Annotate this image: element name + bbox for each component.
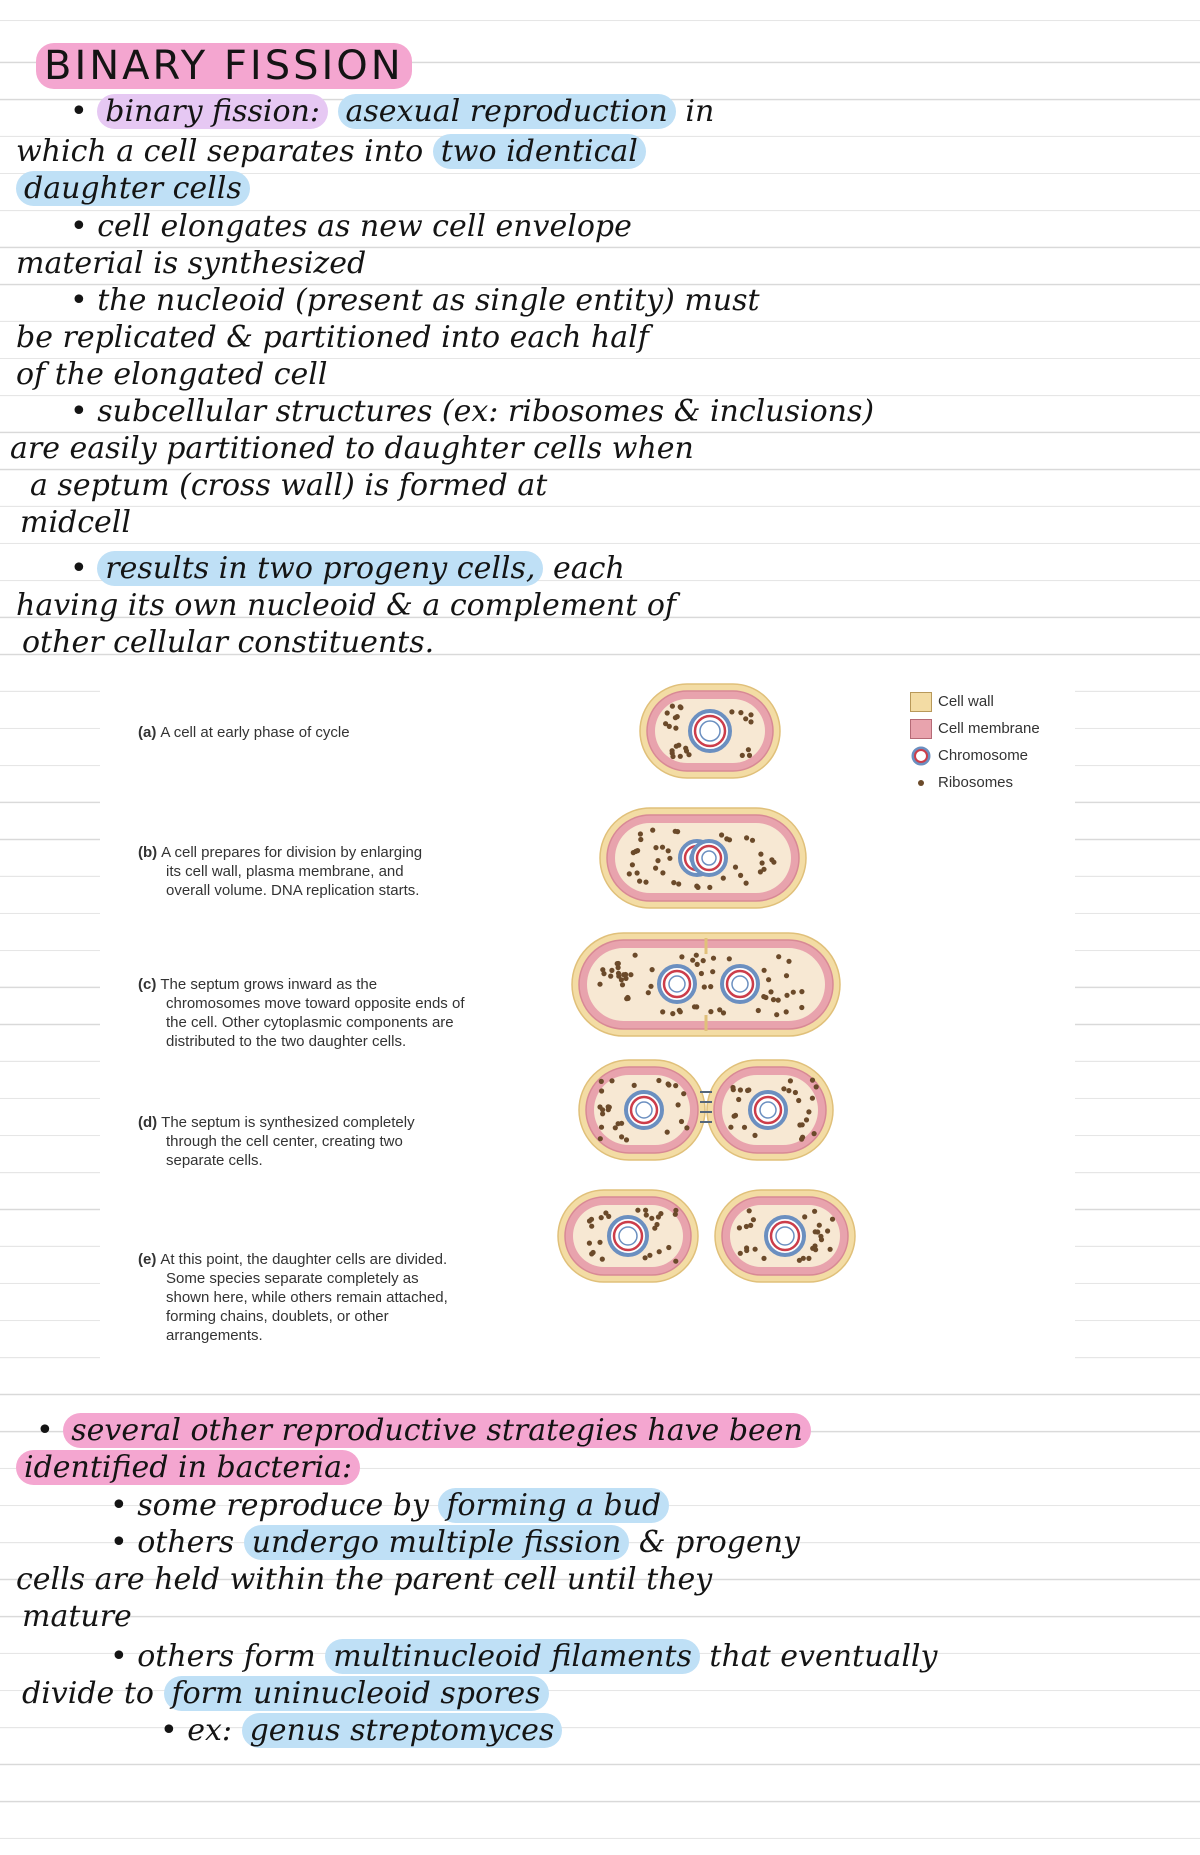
stage-e-right-ribosome xyxy=(747,1208,752,1213)
stage-c-ribosome xyxy=(670,1011,675,1016)
stage-c-ribosome xyxy=(625,995,630,1000)
stage-d-right-ribosome xyxy=(742,1125,747,1130)
stage-e-right-ribosome xyxy=(830,1217,835,1222)
stage-d-left-ribosome xyxy=(598,1136,603,1141)
stage-e-right-ribosome xyxy=(751,1217,756,1222)
stage-e-right-ribosome xyxy=(806,1256,811,1261)
stage-c-ribosome xyxy=(695,962,700,967)
stage-d-right-ribosome xyxy=(732,1114,737,1119)
stage-e-right-ribosome xyxy=(812,1209,817,1214)
bullet-3-line-2: are easily partitioned to daughter cells when xyxy=(10,431,694,466)
stage-d-left-ribosome xyxy=(673,1083,678,1088)
stage-b-ribosome xyxy=(744,881,749,886)
stage-b-label: (b) A cell prepares for division by enlarging its cell wall, plasma membrane, and overall volume. DNA replication starts. xyxy=(138,844,423,899)
stage-b-ribosome xyxy=(638,837,643,842)
strategies-line-1: • several other reproductive strategies have been xyxy=(36,1412,811,1449)
stage-d-left-ribosome xyxy=(619,1134,624,1139)
definition-line-1: • binary fission: asexual reproduction in xyxy=(70,94,715,129)
stage-b-ribosome xyxy=(643,880,648,885)
stage-e-left-ribosome xyxy=(658,1211,663,1216)
stage-d-label: (d) The septum is synthesized completely through the cell center, creating two separate cells. xyxy=(138,1114,415,1169)
stage-e-left-ribosome xyxy=(657,1249,662,1254)
stage-c-ribosome xyxy=(799,1005,804,1010)
stage-c-ribosome xyxy=(608,974,613,979)
stage-b-ribosome xyxy=(760,860,765,865)
cell-membrane-swatch xyxy=(910,719,932,739)
strategy-1: • some reproduce by forming a bud xyxy=(110,1487,669,1524)
stage-e-right-ribosome xyxy=(738,1251,743,1256)
stage-e-right-ribosome xyxy=(817,1223,822,1228)
stage-d-left-ribosome xyxy=(684,1125,689,1130)
stage-a-ribosome xyxy=(678,754,683,759)
strategies-highlight-2: identified in bacteria: xyxy=(16,1450,360,1485)
page-title: BINARY FISSION xyxy=(36,48,412,85)
stage-b-ribosome xyxy=(676,881,681,886)
stage-b-ribosome xyxy=(637,879,642,884)
stage-e-left-ribosome xyxy=(600,1257,605,1262)
stage-e-label: (e) At this point, the daughter cells are divided. Some species separate completely as shown here, while others remain attached, forming chains, doublets, or other arrangements. xyxy=(138,1251,448,1344)
stage-e-left-ribosome xyxy=(589,1224,594,1229)
stage-e-left-ribosome xyxy=(666,1245,671,1250)
stage-a-ribosome xyxy=(670,754,675,759)
stage-c-ribosome xyxy=(702,984,707,989)
stage-b-ribosome xyxy=(671,880,676,885)
stage-a-ribosome xyxy=(663,721,668,726)
stage-e-right-ribosome xyxy=(761,1256,766,1261)
stage-e-right-ribosome xyxy=(801,1256,806,1261)
spores-highlight: form uninucleoid spores xyxy=(164,1676,549,1711)
stage-b-ribosome xyxy=(631,850,636,855)
stage-d-right-ribosome xyxy=(804,1117,809,1122)
binary-fission-figure xyxy=(100,680,1075,1370)
stage-d-left-ribosome xyxy=(600,1111,605,1116)
stage-e-right-ribosome xyxy=(737,1225,742,1230)
stage-c-ribosome xyxy=(761,994,766,999)
example-line: • ex: genus streptomyces xyxy=(160,1712,562,1749)
stage-e-left-ribosome xyxy=(597,1240,602,1245)
stage-e-right-ribosome xyxy=(810,1246,815,1251)
filaments-highlight: multinucleoid filaments xyxy=(325,1639,700,1674)
stage-d-right-ribosome xyxy=(800,1122,805,1127)
stage-e-left-ribosome xyxy=(643,1208,648,1213)
stage-d-left-ribosome xyxy=(606,1107,611,1112)
stage-c-label: (c) The septum grows inward as the chromosomes move toward opposite ends of the cell. Other cytoplasmic components are distributed to the two daughter cells. xyxy=(138,976,465,1050)
stage-d-left-ribosome xyxy=(656,1078,661,1083)
stage-b-ribosome xyxy=(758,852,763,857)
stage-b-ribosome xyxy=(750,838,755,843)
stage-e-right-ribosome xyxy=(815,1229,820,1234)
stage-b-ribosome xyxy=(653,866,658,871)
stage-c-ribosome xyxy=(786,959,791,964)
stage-e-right-ribosome xyxy=(802,1214,807,1219)
stage-e-left-ribosome xyxy=(649,1216,654,1221)
stage-b-ribosome xyxy=(635,870,640,875)
stage-d-right-ribosome xyxy=(814,1084,819,1089)
stage-c-ribosome xyxy=(633,953,638,958)
stage-e-right-ribosome xyxy=(753,1247,758,1252)
stage-c-ribosome xyxy=(660,1009,665,1014)
stage-e-left-ribosome xyxy=(606,1214,611,1219)
stage-e-left-ribosome xyxy=(643,1255,648,1260)
stage-b-ribosome xyxy=(667,856,672,861)
stage-a-ribosome xyxy=(738,710,743,715)
stage-c-ribosome xyxy=(711,956,716,961)
legend-chromosome: Chromosome xyxy=(910,742,1040,769)
stage-e-right-ribosome xyxy=(828,1247,833,1252)
stage-a-ribosome xyxy=(665,710,670,715)
stage-b-ribosome xyxy=(630,862,635,867)
stage-b-ribosome xyxy=(695,885,700,890)
stage-b-ribosome xyxy=(744,835,749,840)
stage-b-ribosome xyxy=(655,858,660,863)
stage-a-ribosome xyxy=(683,746,688,751)
stage-c-ribosome xyxy=(710,969,715,974)
stage-d-right-ribosome xyxy=(781,1086,786,1091)
stage-c-ribosome xyxy=(679,954,684,959)
bullet-3-line-1: • subcellular structures (ex: ribosomes & inclusions) xyxy=(70,394,875,429)
stage-c-ribosome xyxy=(776,998,781,1003)
cell-wall-swatch xyxy=(910,692,932,712)
stage-c-ribosome xyxy=(768,989,773,994)
stage-b-ribosome xyxy=(675,829,680,834)
stage-c-ribosome xyxy=(648,984,653,989)
stage-d-left-ribosome xyxy=(676,1102,681,1107)
stage-e-left-ribosome xyxy=(647,1253,652,1258)
stage-c-ribosome xyxy=(708,984,713,989)
strategy-3-line-1: • others form multinucleoid filaments that eventually xyxy=(110,1639,938,1674)
bullet-1-line-1: • cell elongates as new cell envelope xyxy=(70,209,632,244)
stage-e-left-ribosome xyxy=(591,1250,596,1255)
stage-e-left-ribosome xyxy=(587,1241,592,1246)
stage-c-ribosome xyxy=(774,1012,779,1017)
stage-d-left-ribosome xyxy=(613,1125,618,1130)
strategies-highlight-1: several other reproductive strategies have been xyxy=(63,1413,811,1448)
stage-b-ribosome xyxy=(721,876,726,881)
strategy-2-line-1: • others undergo multiple fission & progeny xyxy=(110,1525,800,1560)
definition-line-3 xyxy=(16,170,250,207)
stage-d-left-ribosome xyxy=(679,1119,684,1124)
stage-c-ribosome xyxy=(701,958,706,963)
bullet-4-line-3: other cellular constituents. xyxy=(22,625,435,660)
stage-d-left-ribosome xyxy=(599,1079,604,1084)
stage-c-ribosome xyxy=(694,1004,699,1009)
stage-b-ribosome xyxy=(653,845,658,850)
stage-b-ribosome xyxy=(660,845,665,850)
stage-c-ribosome xyxy=(766,977,771,982)
stage-c-ribosome xyxy=(690,958,695,963)
stage-d-left-ribosome xyxy=(681,1091,686,1096)
stage-e-left-ribosome xyxy=(599,1215,604,1220)
strategy-2-line-3: mature xyxy=(22,1599,132,1634)
stage-d-right-ribosome xyxy=(788,1078,793,1083)
stage-b-ribosome xyxy=(660,870,665,875)
stage-e-right-ribosome xyxy=(744,1248,749,1253)
stage-d-left-ribosome xyxy=(666,1082,671,1087)
stage-d-right-ribosome xyxy=(728,1125,733,1130)
bullet-3-line-3: a septum (cross wall) is formed at xyxy=(30,468,548,503)
stage-a-ribosome xyxy=(740,753,745,758)
stage-d-right-ribosome xyxy=(736,1097,741,1102)
stage-b-ribosome xyxy=(627,871,632,876)
bullet-1-line-2: material is synthesized xyxy=(16,246,367,281)
stage-e-left-ribosome xyxy=(635,1208,640,1213)
figure-legend xyxy=(910,688,1040,796)
stage-b-ribosome xyxy=(638,831,643,836)
term-highlight: binary fission: xyxy=(97,94,328,129)
stage-e-left-ribosome xyxy=(652,1226,657,1231)
bullet-3-line-4: midcell xyxy=(20,505,131,540)
stage-c-ribosome xyxy=(677,1008,682,1013)
stage-c-ribosome xyxy=(784,1009,789,1014)
stage-d-left-ribosome xyxy=(609,1078,614,1083)
stage-c-ribosome xyxy=(717,1007,722,1012)
stage-a-ribosome xyxy=(729,709,734,714)
stage-d-right-ribosome xyxy=(810,1078,815,1083)
stage-a-ribosome xyxy=(674,744,679,749)
stage-c-ribosome xyxy=(799,989,804,994)
stage-c-ribosome xyxy=(708,1009,713,1014)
bullet-2-line-2: be replicated & partitioned into each half xyxy=(16,320,649,355)
definition-line-2: which a cell separates into two identical xyxy=(16,133,646,170)
stage-c-ribosome xyxy=(620,982,625,987)
stage-d-right-ribosome xyxy=(752,1133,757,1138)
stage-a-ribosome xyxy=(747,753,752,758)
stage-b-ribosome xyxy=(738,873,743,878)
definition-highlight-1: asexual reproduction xyxy=(338,94,676,129)
stage-b-ribosome xyxy=(666,848,671,853)
stage-c-ribosome xyxy=(597,982,602,987)
stage-d-left-ribosome xyxy=(624,1137,629,1142)
stage-c-ribosome xyxy=(791,990,796,995)
stage-b-ribosome xyxy=(727,837,732,842)
stage-c-ribosome xyxy=(784,993,789,998)
stage-d-right-ribosome xyxy=(796,1098,801,1103)
stage-d-left-ribosome xyxy=(599,1125,604,1130)
stage-e-right-ribosome xyxy=(825,1228,830,1233)
stage-c-ribosome xyxy=(609,968,614,973)
bullet-4-line-2: having its own nucleoid & a complement of xyxy=(16,588,676,623)
multiple-fission-highlight: undergo multiple fission xyxy=(244,1525,630,1560)
strategy-2-line-2: cells are held within the parent cell until they xyxy=(16,1562,713,1597)
stage-d-right-ribosome xyxy=(786,1088,791,1093)
stage-c-ribosome xyxy=(694,953,699,958)
stage-c-ribosome xyxy=(784,973,789,978)
stage-d-right-ribosome xyxy=(806,1109,811,1114)
definition-highlight-2: two identical xyxy=(433,134,646,169)
stage-c-ribosome xyxy=(600,967,605,972)
stage-a-ribosome xyxy=(748,719,753,724)
bullet-4-line-1: • results in two progeny cells, each xyxy=(70,551,625,586)
stage-a-ribosome xyxy=(748,712,753,717)
stage-c-ribosome xyxy=(776,954,781,959)
results-highlight: results in two progeny cells, xyxy=(97,551,543,586)
stage-d-right-ribosome xyxy=(730,1085,735,1090)
bullet-2-line-1: • the nucleoid (present as single entity) must xyxy=(70,283,760,318)
stage-d-right-ribosome xyxy=(793,1090,798,1095)
stage-b-ribosome xyxy=(769,857,774,862)
stage-a-ribosome xyxy=(670,704,675,709)
stage-c-ribosome xyxy=(619,977,624,982)
bullet-2-line-3: of the elongated cell xyxy=(16,357,328,392)
stage-b-ribosome xyxy=(650,828,655,833)
stage-a-ribosome xyxy=(675,714,680,719)
stage-b-ribosome xyxy=(758,869,763,874)
stage-c-ribosome xyxy=(646,990,651,995)
legend-cell-membrane: Cell membrane xyxy=(910,715,1040,742)
stage-d-right-ribosome xyxy=(812,1131,817,1136)
ribosome-icon xyxy=(910,772,932,794)
stage-d-left-ribosome xyxy=(665,1130,670,1135)
streptomyces-highlight: genus streptomyces xyxy=(242,1713,563,1748)
stage-e-right-ribosome xyxy=(818,1234,823,1239)
chromosome-icon xyxy=(910,745,932,767)
stage-a-ribosome xyxy=(673,726,678,731)
stage-b-ribosome xyxy=(707,885,712,890)
stage-e-left-ribosome xyxy=(644,1212,649,1217)
stage-d-left-ribosome xyxy=(599,1088,604,1093)
stage-e-right-ribosome xyxy=(744,1224,749,1229)
stage-d-right-ribosome xyxy=(746,1087,751,1092)
bud-highlight: forming a bud xyxy=(438,1488,669,1523)
stage-c-ribosome xyxy=(771,997,776,1002)
stage-c-ribosome xyxy=(699,971,704,976)
stage-a-ribosome xyxy=(678,704,683,709)
stage-d-right-ribosome xyxy=(800,1135,805,1140)
legend-cell-wall: Cell wall xyxy=(910,688,1040,715)
stage-c-ribosome xyxy=(756,1008,761,1013)
stage-e-left-ribosome xyxy=(673,1259,678,1264)
stage-c-ribosome xyxy=(615,961,620,966)
stage-d-right-ribosome xyxy=(810,1096,815,1101)
definition-highlight-3: daughter cells xyxy=(16,171,250,206)
stage-c-ribosome xyxy=(727,956,732,961)
stage-e-left-ribosome xyxy=(673,1212,678,1217)
stage-c-ribosome xyxy=(650,967,655,972)
stage-a-ribosome xyxy=(686,752,691,757)
stage-b-ribosome xyxy=(733,865,738,870)
stage-d-right-ribosome xyxy=(738,1087,743,1092)
stage-d-left-ribosome xyxy=(619,1121,624,1126)
strategy-3-line-2: divide to form uninucleoid spores xyxy=(22,1675,549,1712)
stage-c-ribosome xyxy=(762,968,767,973)
stage-d-left-ribosome xyxy=(632,1083,637,1088)
legend-ribosomes: Ribosomes xyxy=(910,769,1040,796)
stage-a-ribosome xyxy=(746,747,751,752)
stage-a-label: (a) A cell at early phase of cycle xyxy=(138,724,350,741)
stage-e-left-ribosome xyxy=(589,1217,594,1222)
stage-b-ribosome xyxy=(719,832,724,837)
stage-c-ribosome xyxy=(628,972,633,977)
stage-c-ribosome xyxy=(621,972,626,977)
stage-a-ribosome xyxy=(743,716,748,721)
strategies-line-2 xyxy=(16,1449,360,1486)
